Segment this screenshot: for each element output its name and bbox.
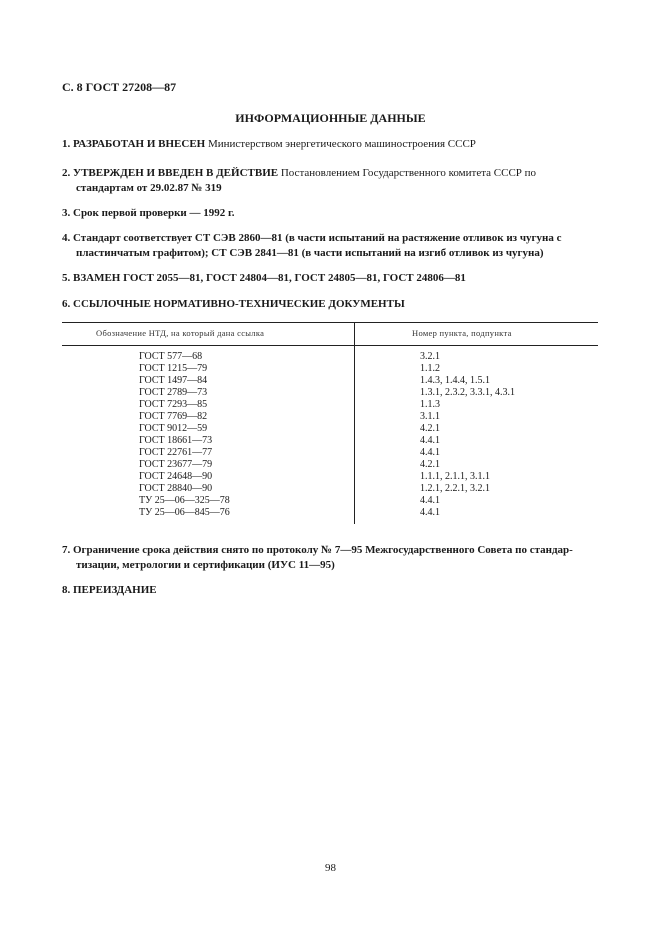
table-cell-clause: 1.4.3, 1.4.4, 1.5.1 bbox=[420, 375, 490, 386]
table-header-rule bbox=[62, 345, 598, 346]
table-cell-document: ГОСТ 7769—82 bbox=[139, 411, 208, 422]
info-item-1 bbox=[62, 137, 598, 152]
item-7-line2: тизации, метрологии и сертификации (ИУС 11—95) bbox=[76, 559, 335, 571]
item-4-line2: пластинчатым графитом); СТ СЭВ 2841—81 (в части испытаний на изгиб отливок из чугуна) bbox=[76, 247, 544, 259]
table-cell-clause: 4.4.1 bbox=[420, 507, 440, 518]
info-item-8 bbox=[62, 583, 598, 598]
item-1-lead: 1. РАЗРАБОТАН И ВНЕСЕН bbox=[62, 138, 206, 150]
table-cell-clause: 1.1.1, 2.1.1, 3.1.1 bbox=[420, 471, 490, 482]
info-item-5 bbox=[62, 271, 598, 286]
table-cell-clause: 1.3.1, 2.3.2, 3.3.1, 4.3.1 bbox=[420, 387, 515, 398]
item-4-lead: 4. Стандарт соответствует bbox=[62, 232, 193, 244]
table-cell-clause: 1.1.2 bbox=[420, 363, 440, 374]
table-cell-document: ГОСТ 28840—90 bbox=[139, 483, 213, 494]
item-3-lead: 3. Срок первой проверки — 1992 г. bbox=[62, 207, 235, 219]
table-header-document: Обозначение НТД, на который дана ссылка bbox=[96, 328, 265, 338]
table-cell-clause: 4.4.1 bbox=[420, 495, 440, 506]
table-column-documents bbox=[139, 351, 230, 519]
table-cell-document: ГОСТ 22761—77 bbox=[139, 447, 213, 458]
table-cell-document: ГОСТ 9012—59 bbox=[139, 423, 208, 434]
item-2-text: Постановлением Государственного комитета СССР по bbox=[280, 167, 537, 179]
item-2-lead: 2. УТВЕРЖДЕН И ВВЕДЕН В ДЕЙСТВИЕ bbox=[62, 167, 279, 179]
table-cell-document: ГОСТ 577—68 bbox=[139, 351, 203, 362]
table-cell-document: ТУ 25—06—325—78 bbox=[139, 495, 230, 506]
table-column-clauses bbox=[420, 351, 515, 519]
page-header: С. 8 ГОСТ 27208—87 bbox=[62, 80, 177, 94]
table-top-rule bbox=[62, 322, 598, 323]
info-item-7 bbox=[62, 543, 598, 573]
item-5-lead: 5. ВЗАМЕН ГОСТ 2055—81, ГОСТ 24804—81, ГОСТ 24805—81, ГОСТ 24806—81 bbox=[62, 272, 466, 284]
info-item-6 bbox=[62, 297, 598, 312]
table-cell-clause: 4.2.1 bbox=[420, 423, 440, 434]
item-8-lead: 8. ПЕРЕИЗДАНИЕ bbox=[62, 584, 157, 596]
table-cell-document: ГОСТ 24648—90 bbox=[139, 471, 213, 482]
table-cell-document: ГОСТ 2789—73 bbox=[139, 387, 208, 398]
table-cell-clause: 3.2.1 bbox=[420, 351, 440, 362]
table-column-divider bbox=[354, 322, 355, 524]
table-cell-document: ГОСТ 1215—79 bbox=[139, 363, 208, 374]
page-number: 98 bbox=[325, 862, 336, 874]
section-title: ИНФОРМАЦИОННЫЕ ДАННЫЕ bbox=[235, 111, 426, 125]
table-cell-clause: 4.4.1 bbox=[420, 435, 440, 446]
table-cell-document: ТУ 25—06—845—76 bbox=[139, 507, 230, 518]
info-item-4 bbox=[62, 231, 598, 261]
info-item-3 bbox=[62, 206, 598, 221]
table-cell-clause: 3.1.1 bbox=[420, 411, 440, 422]
table-header-clause: Номер пункта, подпункта bbox=[412, 328, 512, 338]
table-cell-document: ГОСТ 1497—84 bbox=[139, 375, 208, 386]
item-2-line2: стандартам от 29.02.87 № 319 bbox=[76, 182, 222, 194]
info-item-2 bbox=[62, 166, 598, 196]
table-cell-clause: 4.2.1 bbox=[420, 459, 440, 470]
table-cell-clause: 4.4.1 bbox=[420, 447, 440, 458]
table-cell-document: ГОСТ 23677—79 bbox=[139, 459, 213, 470]
item-1-text: Министерством энергетического машиностроения СССР bbox=[207, 138, 476, 150]
item-4-text: СТ СЭВ 2860—81 (в части испытаний на растяжение отливок из чугуна с bbox=[194, 232, 562, 244]
table-cell-clause: 1.1.3 bbox=[420, 399, 440, 410]
table-cell-clause: 1.2.1, 2.2.1, 3.2.1 bbox=[420, 483, 490, 494]
table-cell-document: ГОСТ 7293—85 bbox=[139, 399, 208, 410]
item-7-lead: 7. Ограничение срока действия снято по протоколу № 7—95 Межгосударственного Совета по стандар- bbox=[62, 544, 573, 556]
table-cell-document: ГОСТ 18661—73 bbox=[139, 435, 213, 446]
item-6-lead: 6. ССЫЛОЧНЫЕ НОРМАТИВНО-ТЕХНИЧЕСКИЕ ДОКУМЕНТЫ bbox=[62, 298, 405, 310]
